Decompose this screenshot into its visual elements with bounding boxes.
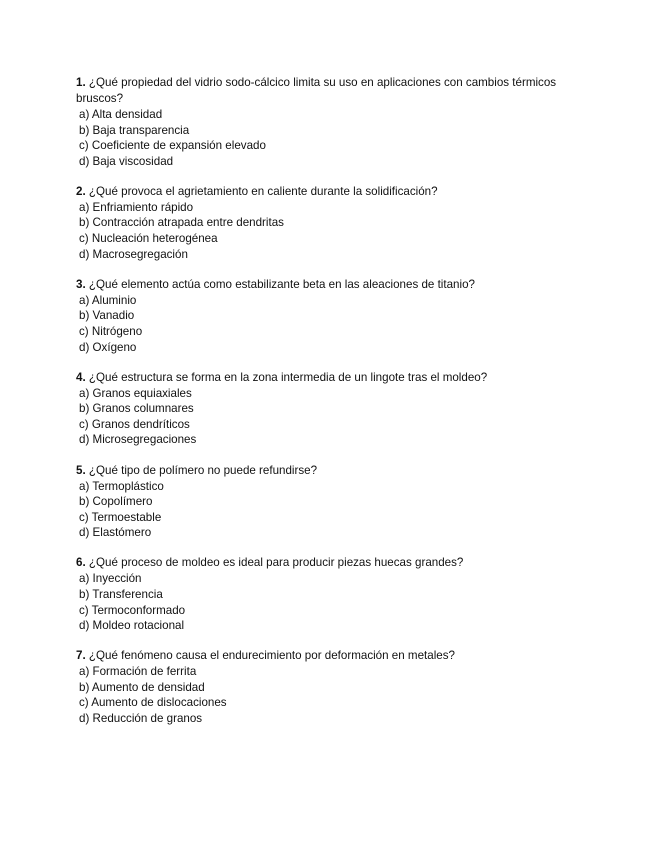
answer-option: b) Granos columnares (79, 402, 194, 416)
answer-option: d) Elastómero (79, 526, 152, 540)
answer-option: b) Copolímero (79, 495, 153, 509)
question-sheet (76, 75, 576, 741)
answer-option: a) Aluminio (79, 293, 137, 307)
answer-option: c) Termoconformado (79, 603, 186, 617)
question-block (76, 370, 576, 448)
question-prompt: ¿Qué propiedad del vidrio sodo-cálcico limita su uso en aplicaciones con cambios térmicos bruscos? (76, 76, 557, 105)
answer-option: d) Baja viscosidad (79, 154, 174, 168)
question-text (76, 184, 576, 200)
options-list (76, 571, 576, 633)
question-text (76, 75, 576, 107)
question-number: 7. (76, 649, 86, 663)
question-text (76, 277, 576, 293)
options-list (76, 386, 576, 448)
answer-option: b) Aumento de densidad (79, 680, 205, 694)
question-prompt: ¿Qué elemento actúa como estabilizante beta en las aleaciones de titanio? (88, 277, 475, 291)
answer-option: c) Termoestable (79, 510, 162, 524)
answer-option: d) Oxígeno (79, 340, 137, 354)
answer-option: d) Microsegregaciones (79, 433, 197, 447)
question-number: 6. (76, 556, 86, 570)
options-list (76, 293, 576, 355)
answer-option: d) Moldeo rotacional (79, 619, 185, 633)
options-list (76, 664, 576, 726)
question-block (76, 277, 576, 355)
question-prompt: ¿Qué proceso de moldeo es ideal para producir piezas huecas grandes? (88, 556, 464, 570)
options-list (76, 200, 576, 262)
question-text (76, 370, 576, 386)
answer-option: b) Contracción atrapada entre dendritas (79, 216, 284, 230)
question-prompt: ¿Qué tipo de polímero no puede refundirse? (88, 463, 318, 477)
answer-option: d) Macrosegregación (79, 247, 188, 261)
question-text (76, 463, 576, 479)
question-block (76, 75, 576, 169)
answer-option: a) Termoplástico (79, 479, 164, 493)
options-list (76, 107, 576, 169)
question-block (76, 184, 576, 262)
answer-option: a) Granos equiaxiales (79, 386, 192, 400)
answer-option: c) Aumento de dislocaciones (79, 696, 227, 710)
answer-option: a) Formación de ferrita (79, 665, 197, 679)
question-block (76, 463, 576, 541)
answer-option: b) Baja transparencia (79, 123, 190, 137)
answer-option: c) Granos dendríticos (79, 417, 190, 431)
answer-option: a) Inyección (79, 572, 142, 586)
question-number: 5. (76, 463, 86, 477)
options-list (76, 479, 576, 541)
answer-option: a) Alta densidad (79, 108, 163, 121)
question-prompt: ¿Qué provoca el agrietamiento en caliente durante la solidificación? (88, 184, 438, 198)
question-number: 3. (76, 277, 86, 291)
question-block (76, 648, 576, 726)
question-block (76, 555, 576, 633)
answer-option: c) Coeficiente de expansión elevado (79, 139, 266, 153)
answer-option: b) Transferencia (79, 587, 163, 601)
answer-option: a) Enfriamiento rápido (79, 200, 194, 214)
answer-option: c) Nitrógeno (79, 324, 143, 338)
question-number: 2. (76, 184, 86, 198)
answer-option: d) Reducción de granos (79, 712, 203, 726)
question-text (76, 555, 576, 571)
question-text (76, 648, 576, 664)
question-number: 1. (76, 76, 86, 89)
answer-option: c) Nucleación heterogénea (79, 232, 218, 246)
question-prompt: ¿Qué estructura se forma en la zona intermedia de un lingote tras el moldeo? (88, 370, 488, 384)
answer-option: b) Vanadio (79, 309, 135, 323)
question-prompt: ¿Qué fenómeno causa el endurecimiento por deformación en metales? (88, 649, 455, 663)
question-number: 4. (76, 370, 86, 384)
